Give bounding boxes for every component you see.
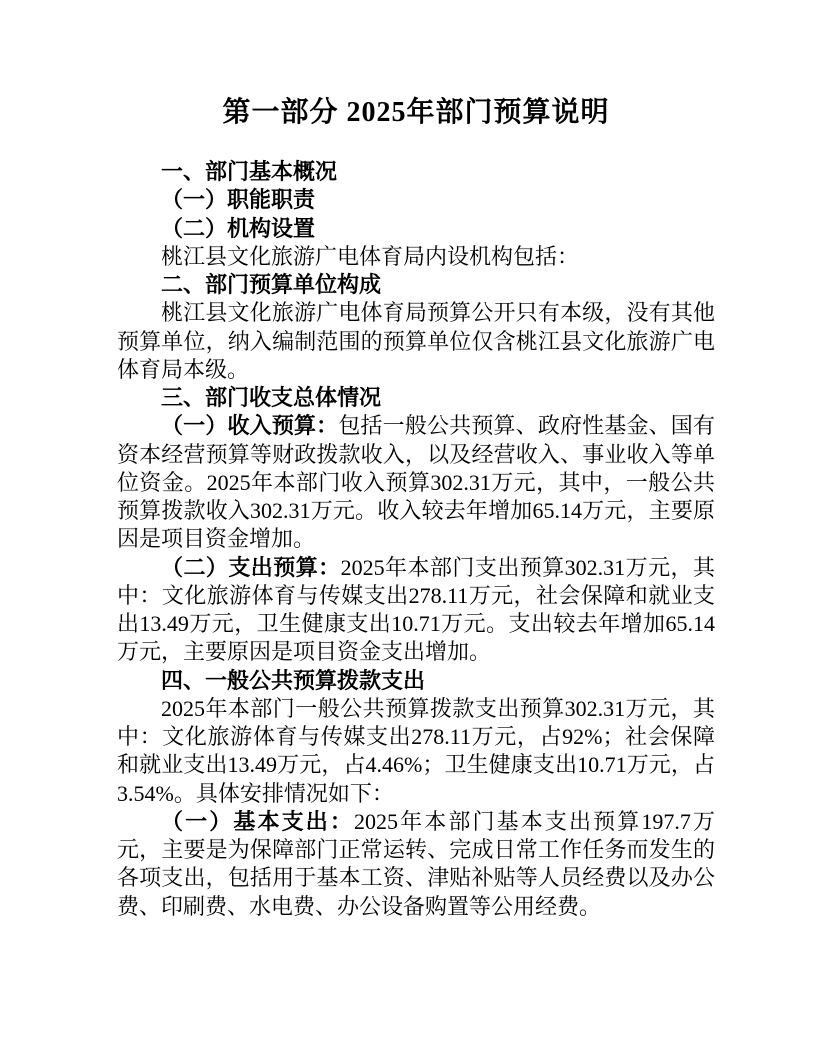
para-basic-expenditure-text: 2025年本部门基本支出预算197.7万元，主要是为保障部门正常运转、完成日常工作任务而发生的各项支出，包括用于基本工资、津贴补贴等人员经费以及办公费、印刷费、水电费、办公设备购置等公用经费。 <box>117 808 715 919</box>
para-expense-budget-lead: （二）支出预算： <box>161 554 341 580</box>
document-title: 第一部分 2025年部门预算说明 <box>222 97 610 128</box>
para-public-budget-breakdown: 2025年本部门一般公共预算拨款支出预算302.31万元，其中：文化旅游体育与传媒支出278.11万元，占92%；社会保障和就业支出13.49万元，占4.46%；卫生健康支出10.71万元，占3.54%。具体安排情况如下： <box>117 695 715 806</box>
heading-section-2-budget-unit-composition: 二、部门预算单位构成 <box>161 272 382 297</box>
heading-section-1-basic-overview: 一、部门基本概况 <box>161 159 338 184</box>
para-basic-expenditure <box>117 808 715 921</box>
para-basic-expenditure-lead: （一）基本支出： <box>161 808 354 834</box>
para-income-budget-text: 包括一般公共预算、政府性基金、国有资本经营预算等财政拨款收入，以及经营收入、事业收入等单位资金。2025年本部门收入预算302.31万元，其中，一般公共预算拨款收入302.31万元。收入较去年增加65.14万元，主要原因是项目资金增加。 <box>117 413 715 552</box>
para-income-budget-lead: （一）收入预算： <box>161 413 339 439</box>
para-expense-budget <box>117 554 715 667</box>
para-income-budget <box>117 412 715 553</box>
document-body <box>117 158 715 921</box>
para-internal-organs-intro: 桃江县文化旅游广电体育局内设机构包括： <box>161 243 580 269</box>
subheading-2-organization-setup: （二）机构设置 <box>161 215 316 241</box>
subheading-1-functions-duties: （一）职能职责 <box>161 187 316 213</box>
para-budget-unit-composition: 桃江县文化旅游广电体育局预算公开只有本级，没有其他预算单位，纳入编制范围的预算单位仅含桃江县文化旅游广电体育局本级。 <box>117 300 715 382</box>
heading-section-4-public-budget-expenditure: 四、一般公共预算拨款支出 <box>161 667 426 693</box>
heading-section-3-revenue-expenditure-overview: 三、部门收支总体情况 <box>161 385 382 410</box>
para-expense-budget-text: 2025年本部门支出预算302.31万元，其中：文化旅游体育与传媒支出278.11万元，社会保障和就业支出13.49万元，卫生健康支出10.71万元。支出较去年增加65.14万元，主要原因是项目资金支出增加。 <box>117 554 715 665</box>
